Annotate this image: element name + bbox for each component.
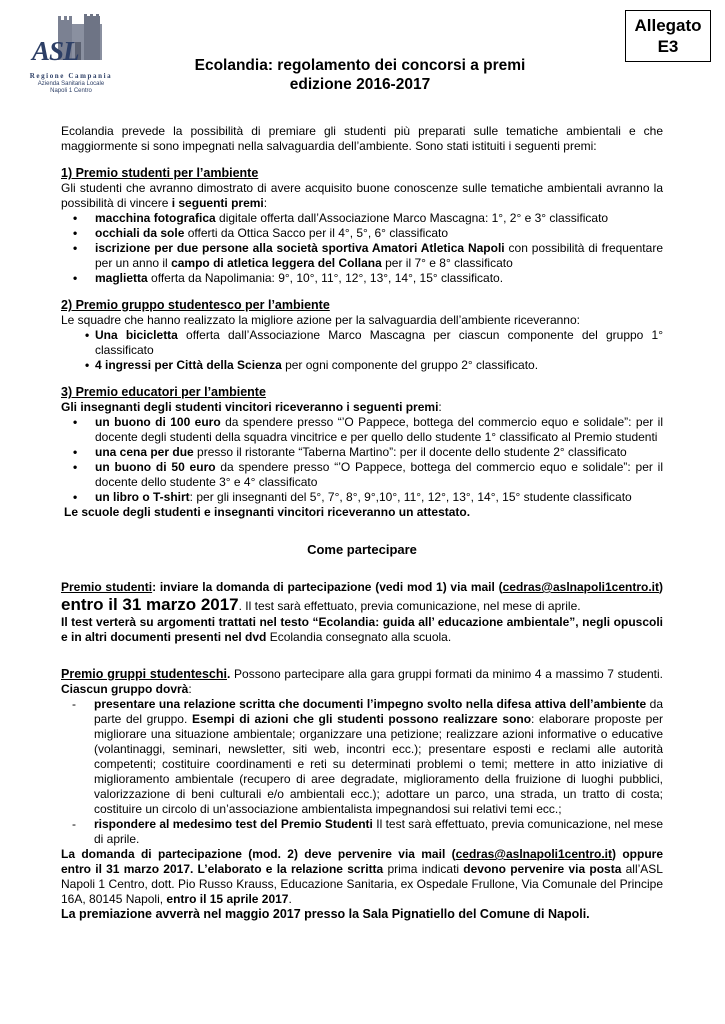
logo-text: ASL <box>32 36 79 66</box>
list-item: • una cena per due presso il ristorante “Taberna Martino”: per il docente dello studente 2° classificato <box>61 445 663 460</box>
premio-studenti-test: Il test verterà su argomenti trattati nel testo “Ecolandia: guida all’ educazione ambientale”, negli opuscoli e in altri documenti presenti nel dvd Ecolandia consegnato alla scuola. <box>61 615 663 644</box>
section3-list <box>61 415 663 505</box>
premio-gruppi-paragraph: Premio gruppi studenteschi. Possono partecipare alla gara gruppi formati da minimo 4 a massimo 7 studenti. Ciascun gruppo dovrà: <box>61 667 664 696</box>
allegato-line1: Allegato <box>634 16 702 35</box>
section2-intro: Le squadre che hanno realizzato la migliore azione per la salvaguardia dell’ambiente riceveranno: <box>61 313 580 327</box>
section1-list <box>61 211 663 286</box>
partecipare-heading: Come partecipare <box>307 542 417 557</box>
section3-heading: 3) Premio educatori per l’ambiente <box>61 385 266 399</box>
list-item: - rispondere al medesimo test del Premio Studenti Il test sarà effettuato, previa comunicazione, nel mese di aprile. <box>61 817 663 847</box>
section1-heading: 1) Premio studenti per l’ambiente <box>61 166 259 180</box>
list-item: • macchina fotografica digitale offerta dall’Associazione Marco Mascagna: 1°, 2° e 3° classificato <box>61 211 663 226</box>
section3-intro: Gli insegnanti degli studenti vincitori riceveranno i seguenti premi: <box>61 400 442 414</box>
logo-region: Regione Campania <box>29 72 113 80</box>
list-item: • iscrizione per due persone alla società sportiva Amatori Atletica Napoli con possibilità di frequentare per un anno il campo di atletica leggera del Collana per il 7° e 8° classificato <box>61 241 663 271</box>
asl-logo <box>28 14 114 102</box>
section2-heading: 2) Premio gruppo studentesco per l’ambiente <box>61 298 330 312</box>
section2-list <box>61 328 663 373</box>
list-item: • maglietta offerta da Napolimania: 9°, 10°, 11°, 12°, 13°, 14°, 15° classificato. <box>61 271 663 286</box>
title-line2: edizione 2016-2017 <box>289 76 431 93</box>
section1-intro: Gli studenti che avranno dimostrato di avere acquisito buone conoscenze sulle tematiche ambientali avranno la possibilità di vincere i seguenti premi: <box>61 181 663 210</box>
document-body <box>61 124 663 922</box>
list-item: • occhiali da sole offerti da Ottica Sacco per il 4°, 5°, 6° classificato <box>61 226 663 241</box>
premio-studenti-paragraph: Premio studenti: inviare la domanda di partecipazione (vedi mod 1) via mail (cedras@aslnapoli1centro.it) entro il 31 marzo 2017. Il test sarà effettuato, previa comunicazione, nel mese di aprile. <box>61 580 664 614</box>
allegato-line2: E3 <box>657 37 679 56</box>
logo-azienda: Azienda Sanitaria Locale Napoli 1 Centro <box>37 81 105 94</box>
title-line1: Ecolandia: regolamento dei concorsi a premi <box>194 57 526 74</box>
allegato-box <box>625 10 711 62</box>
final-paragraph: La domanda di partecipazione (mod. 2) deve pervenire via mail (cedras@aslnapoli1centro.it) oppure entro il 31 marzo 2017. L’elaborato e la relazione scritta prima indicati devono pervenire via posta all’ASL Napoli 1 Centro, dott. Pio Russo Krauss, Educazione Sanitaria, ex Ospedale Frullone, Via Comunale del Principe 16A, 80145 Napoli, entro il 15 aprile 2017. <box>61 847 663 906</box>
list-item: • un libro o T-shirt: per gli insegnanti del 5°, 7°, 8°, 9°,10°, 11°, 12°, 13°, 14°, 15° studente classificato <box>61 490 663 505</box>
email-link: cedras@aslnapoli1centro.it <box>502 580 660 594</box>
page-title <box>120 56 600 94</box>
list-item: • 4 ingressi per Città della Scienza per ogni componente del gruppo 2° classificato. <box>61 358 663 373</box>
email-link: cedras@aslnapoli1centro.it <box>455 847 613 861</box>
section3-closing: Le scuole degli studenti e insegnanti vincitori riceveranno un attestato. <box>64 505 471 519</box>
list-item: • un buono di 100 euro da spendere presso “’O Pappece, bottega del commercio equo e solidale”: per il docente degli studenti della squadra vincitrice e per quello dello studente 1° classificato al Premio studenti <box>61 415 663 445</box>
list-item: - presentare una relazione scritta che documenti l’impegno svolto nella difesa attiva dell’ambiente da parte del gruppo. Esempi di azioni che gli studenti possono realizzare sono: elaborare proposte per migliorare una situazione ambientale; organizzare una petizione; realizzare azioni informative o educative (volantinaggi, seminari, newsletter, siti web, incontri ecc.); presentare esposti e reclami alle autorità competenti; costituire coordinamenti e reti su determinati problemi o temi; mettere in atto iniziative di miglioramento ambientale (recupero di aree degradate, miglioramento della fruizione di luoghi pubblici, valorizzazione di beni culturali e/o ambientali ecc.); adottare un parco, una strada, un tratto di costa; costituire un circolo di un’associazione ambientalista impegnandosi sui relativi temi ecc.; <box>61 697 663 817</box>
premiazione-paragraph: La premiazione avverrà nel maggio 2017 presso la Sala Pignatiello del Comune di Napoli. <box>61 907 590 921</box>
premio-gruppi-list <box>61 697 663 847</box>
list-item: • un buono di 50 euro da spendere presso “’O Pappece, bottega del commercio equo e solidale”: per il docente dello studente 3° e 4° classificato <box>61 460 663 490</box>
list-item: • Una bicicletta offerta dall’Associazione Marco Mascagna per ciascun componente del gruppo 1° classificato <box>61 328 663 358</box>
intro-paragraph: Ecolandia prevede la possibilità di premiare gli studenti più preparati sulle tematiche ambientali e che maggiormente si sono impegnati nella salvaguardia dell’ambiente. Sono stati istituiti i seguenti premi: <box>61 124 663 153</box>
